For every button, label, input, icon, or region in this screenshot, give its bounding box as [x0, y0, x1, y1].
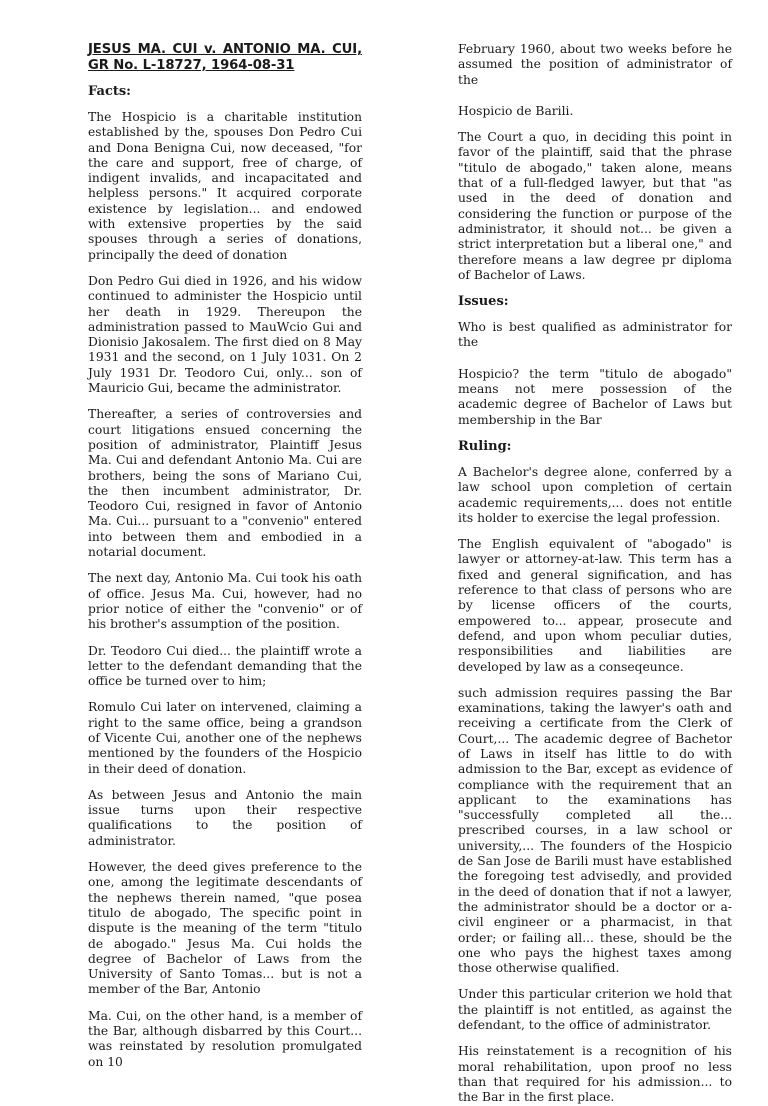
left-column [88, 42, 362, 1069]
facts-paragraph-4: The next day, Antonio Ma. Cui took his oath of office. Jesus Ma. Cui, however, had no prior notice of either the "convenio" or of his brother's assumption of the position. [88, 571, 362, 632]
facts-paragraph-3: Thereafter, a series of controversies and court litigations ensued concerning the position of administrator, Plaintiff Jesus Ma. Cui and defendant Antonio Ma. Cui are brothers, being the sons of Mariano Cui, the then incumbent administrator, Dr. Teodoro Cui, resigned in favor of Antonio Ma. Cui... pursuant to a "convenio" entered into between them and embodied in a notarial document. [88, 407, 362, 560]
court-a-quo-paragraph: The Court a quo, in deciding this point in favor of the plaintiff, said that the phrase "titulo de abogado," taken alone, means that of a full-fledged lawyer, but that "as used in the deed of donation and considering the function or purpose of the administrator, it should not... be given a strict interpretation but a liberal one," and therefore means a law degree pr diploma of Bachelor of Laws. [458, 130, 732, 282]
facts-paragraph-1: The Hospicio is a charitable institution established by the, spouses Don Pedro Cui and Dona Benigna Cui, now deceased, "for the care and support, free of charge, of indigent invalids, and incapacitated and helpless persons." It acquired corporate existence by legislation... and endowed with extensive properties by the said spouses through a series of donations, principally the deed of donation [88, 110, 362, 262]
facts-paragraph-2: Don Pedro Gui died in 1926, and his widow continued to administer the Hospicio until her death in 1929. Thereupon the administration passed to MauWcio Gui and Dionisio Jakosalem. The first died on 8 May 1931 and the second, on 1 July 1031. On 2 July 1931 Dr. Teodoro Cui, only... son of Mauricio Gui, became the administrator. [88, 273, 362, 396]
facts-paragraph-5: Dr. Teodoro Cui died... the plaintiff wrote a letter to the defendant demanding that the office be turned over to him; [88, 643, 362, 689]
ruling-paragraph-3: such admission requires passing the Bar examinations, taking the lawyer's oath and receiving a certificate from the Clerk of Court,... The academic degree of Bachetor of Laws in itself has little to do with admission to the Bar, except as evidence of compliance with the requirement that an applicant to the examinations has "successfully completed all the... prescribed courses, in a law school or university,... The founders of the Hospicio de San Jose de Barili must have established the foregoing test advisedly, and provided in the deed of donation that if not a lawyer, the administrator should be a doctor or a- civil engineer or a pharmacist, in that order; or failing all... these, should be the one who pays the highest taxes among those otherwise qualified. [458, 685, 732, 976]
facts-paragraph-8: However, the deed gives preference to the one, among the legitimate descendants of the nephews therein named, "que posea titulo de abogado, The specific point in dispute is the meaning of the term "titulo de abogado." Jesus Ma. Cui holds the degree of Bachelor of Laws from the University of Santo Tomas... but is not a member of the Bar, Antonio [88, 860, 362, 997]
facts-paragraph-7: As between Jesus and Antonio the main issue turns upon their respective qualifications to the position of administrator. [88, 787, 362, 848]
issues-heading: Issues: [458, 294, 509, 310]
facts-paragraph-9: Ma. Cui, on the other hand, is a member of the Bar, although disbarred by this Court... was reinstated by resolution promulgated on 10 [88, 1008, 362, 1069]
facts-continuation: February 1960, about two weeks before he assumed the position of administrator of the [458, 42, 732, 87]
ruling-heading: Ruling: [458, 438, 512, 454]
ruling-paragraph-5: His reinstatement is a recognition of his moral rehabilitation, upon proof no less than that required for his admission... to the Bar in the first place. [458, 1044, 732, 1105]
case-title: JESUS MA. CUI v. ANTONIO MA. CUI, GR No. L-18727, 1964-08-31 [88, 42, 362, 73]
hospicio-line: Hospicio de Barili. [458, 103, 574, 118]
issue-line-2: Hospicio? the term "titulo de abogado" means not mere possession of the academic degree of Bachelor of Laws but membership in the Bar [458, 366, 732, 427]
ruling-paragraph-2: The English equivalent of "abogado" is lawyer or attorney-at-law. This term has a fixed and general signification, and has reference to that class of persons who are by license officers of the courts, empowered to... appear, prosecute and defend, and upon whom peculiar duties, responsibilities and liabilities are developed by law as a conseqeunce. [458, 537, 732, 674]
ruling-paragraph-1: A Bachelor's degree alone, conferred by a law school upon completion of certain academic requirements,... does not entitle its holder to exercise the legal profession. [458, 464, 732, 525]
issue-line-1: Who is best qualified as administrator for the [458, 320, 732, 350]
facts-paragraph-6: Romulo Cui later on intervened, claiming a right to the same office, being a grandson of Vicente Cui, another one of the nephews mentioned by the founders of the Hospicio in their deed of donation. [88, 700, 362, 776]
right-column [458, 42, 732, 1105]
ruling-paragraph-4: Under this particular criterion we hold that the plaintiff is not entitled, as against the defendant, to the office of administrator. [458, 987, 732, 1033]
facts-heading: Facts: [88, 84, 131, 99]
